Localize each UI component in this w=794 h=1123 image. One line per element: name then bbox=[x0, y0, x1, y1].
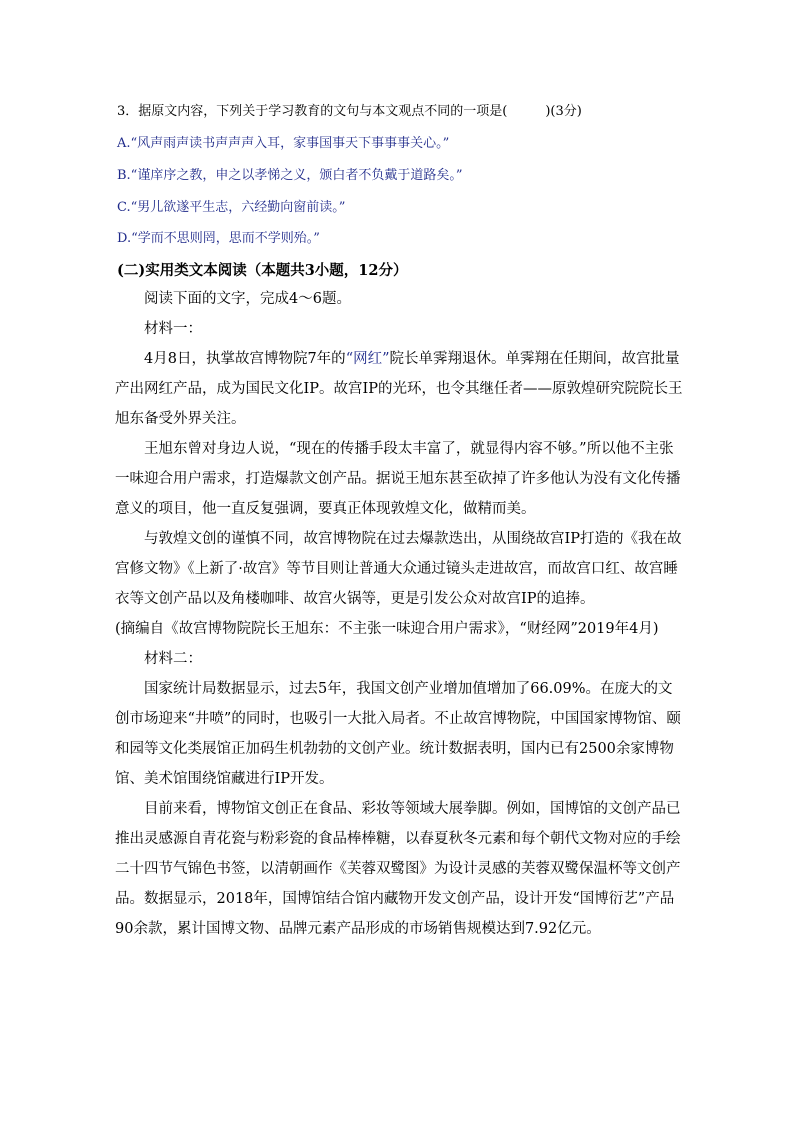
material-1-paragraph-2: 王旭东曾对身边人说，“现在的传播手段太丰富了，就显得内容不够。”所以他不主张一味迎合用户需求，打造爆款文创产品。据说王旭东甚至砍掉了许多他认为没有文化传播意义的项目，他一直反复强调，要真正体现敦煌文化，做精而美。 bbox=[115, 441, 681, 517]
question-3-stem bbox=[117, 103, 582, 121]
option-c: C.“男儿欲遂平生志，六经勤向窗前读。” bbox=[117, 200, 346, 215]
question-3-stem-suffix: )(3分) bbox=[545, 104, 582, 119]
reading-passage bbox=[115, 284, 683, 944]
material-1-source: (摘编自《故宫博物院院长王旭东：不主张一味迎合用户需求》，“财经网”2019年4月) bbox=[115, 621, 659, 637]
section-title: (二)实用类文本阅读（本题共3小题，12分） bbox=[117, 262, 408, 279]
material-1-p1-quote: “网红” bbox=[345, 351, 390, 367]
material-2-paragraph-2: 目前来看，博物馆文创正在食品、彩妆等领域大展拳脚。例如，国博馆的文创产品已推出灵感源自青花瓷与粉彩瓷的食品棒棒糖，以春夏秋冬元素和每个朝代文物对应的手绘二十四节气锦色书签，以清朝画作《芙蓉双鹭图》为设计灵感的芙蓉双鹭保温杯等文创产品。数据显示，2018年，国博馆结合馆内藏物开发文创产品，设计开发“国博衍艺”产品90余款，累计国博文物、品牌元素产品形成的市场销售规模达到7.92亿元。 bbox=[115, 801, 681, 937]
option-a: A.“风声雨声读书声声声入耳，家事国事天下事事事关心。” bbox=[117, 136, 450, 151]
option-d: D.“学而不思则罔，思而不学则殆。” bbox=[117, 231, 320, 246]
material-1-paragraph-3: 与敦煌文创的谨慎不同，故宫博物院在过去爆款迭出，从围绕故宫IP打造的《我在故宫修文物》《上新了·故宫》等节目则让普通大众通过镜头走进故宫，而故宫口红、故宫睡衣等文创产品以及角楼咖啡、故宫火锅等，更是引发公众对故宫IP的追捧。 bbox=[115, 531, 682, 607]
material-1-p1-start: 4月8日，执掌故宫博物院7年的 bbox=[144, 351, 346, 367]
material-1-paragraph-1 bbox=[115, 344, 683, 434]
material-1-label: 材料一： bbox=[144, 321, 202, 337]
material-1-p1-rest: 院长单霁翔退休。单霁翔在任期间，故宫批量产出网红产品，成为国民文化IP。故宫IP的光环，也令其继任者——原敦煌研究院院长王旭东备受外界关注。 bbox=[115, 351, 683, 427]
option-b: B.“谨庠序之教，申之以孝悌之义，颁白者不负戴于道路矣。” bbox=[117, 168, 463, 183]
material-2-label: 材料二： bbox=[144, 651, 202, 667]
material-2-paragraph-1: 国家统计局数据显示，过去5年，我国文创产业增加值增加了66.09%。在庞大的文创市场迎来“井喷”的同时，也吸引一大批入局者。不止故宫博物院，中国国家博物馆、颐和园等文化类展馆正加码生机勃勃的文创产业。统计数据表明，国内已有2500余家博物馆、美术馆围绕馆藏进行IP开发。 bbox=[115, 681, 681, 787]
section-instruction: 阅读下面的文字，完成4～6题。 bbox=[144, 291, 351, 307]
question-3-stem-prefix: 3．据原文内容，下列关于学习教育的文句与本文观点不同的一项是( bbox=[117, 104, 508, 119]
